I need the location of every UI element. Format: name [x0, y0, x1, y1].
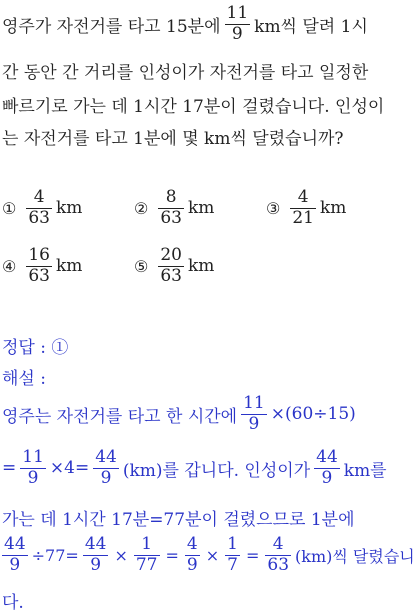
explanation-label: 해설 :	[2, 369, 46, 389]
choice-1[interactable]: ① $\frac{4}{63}$ km	[2, 187, 83, 228]
solution-line-3: 가는 데 1시간 17분=77분이 걸렸으므로 1분에	[2, 510, 355, 530]
question-text: km씩 달려 1시	[254, 16, 368, 37]
question-text: 영주가 자전거를 타고 15분에	[2, 16, 221, 37]
solution-line-4: $\frac{44}{9}$ ÷77= $\frac{44}{9}$ × $\frac{1}{77}$ = $\frac{4}{9}$ × $\frac{1}{7}$ = $\frac{4}{63}$ (km)씩 달렸습니	[4, 534, 415, 575]
choice-5[interactable]: ⑤ $\frac{20}{63}$ km	[134, 245, 215, 286]
choice-4[interactable]: ④ $\frac{16}{63}$ km	[2, 245, 83, 286]
choice-2[interactable]: ② $\frac{8}{63}$ km	[134, 187, 215, 228]
question-line-1	[2, 4, 368, 44]
solution-line-5: 다.	[2, 593, 24, 613]
fraction: $\frac{11}{9}$	[226, 3, 249, 44]
solution-line-1: 영주는 자전거를 타고 한 시간에 $\frac{11}{9}$ ×(60÷15)	[2, 393, 356, 434]
solution-line-2: = $\frac{11}{9}$ ×4= $\frac{44}{9}$ (km)를 갑니다. 인성이가 $\frac{44}{9}$ km를	[2, 447, 387, 488]
question-line-4: 는 자전거를 타고 1분에 몇 km씩 달렸습니까?	[2, 129, 344, 149]
choice-3[interactable]: ③ $\frac{4}{21}$ km	[266, 187, 347, 228]
question-line-2: 간 동안 간 거리를 인성이가 자전거를 타고 일정한	[2, 63, 369, 83]
answer-label: 정답 : ①	[2, 338, 69, 358]
question-line-3: 빠르기로 가는 데 1시간 17분이 걸렸습니다. 인성이	[2, 97, 385, 117]
